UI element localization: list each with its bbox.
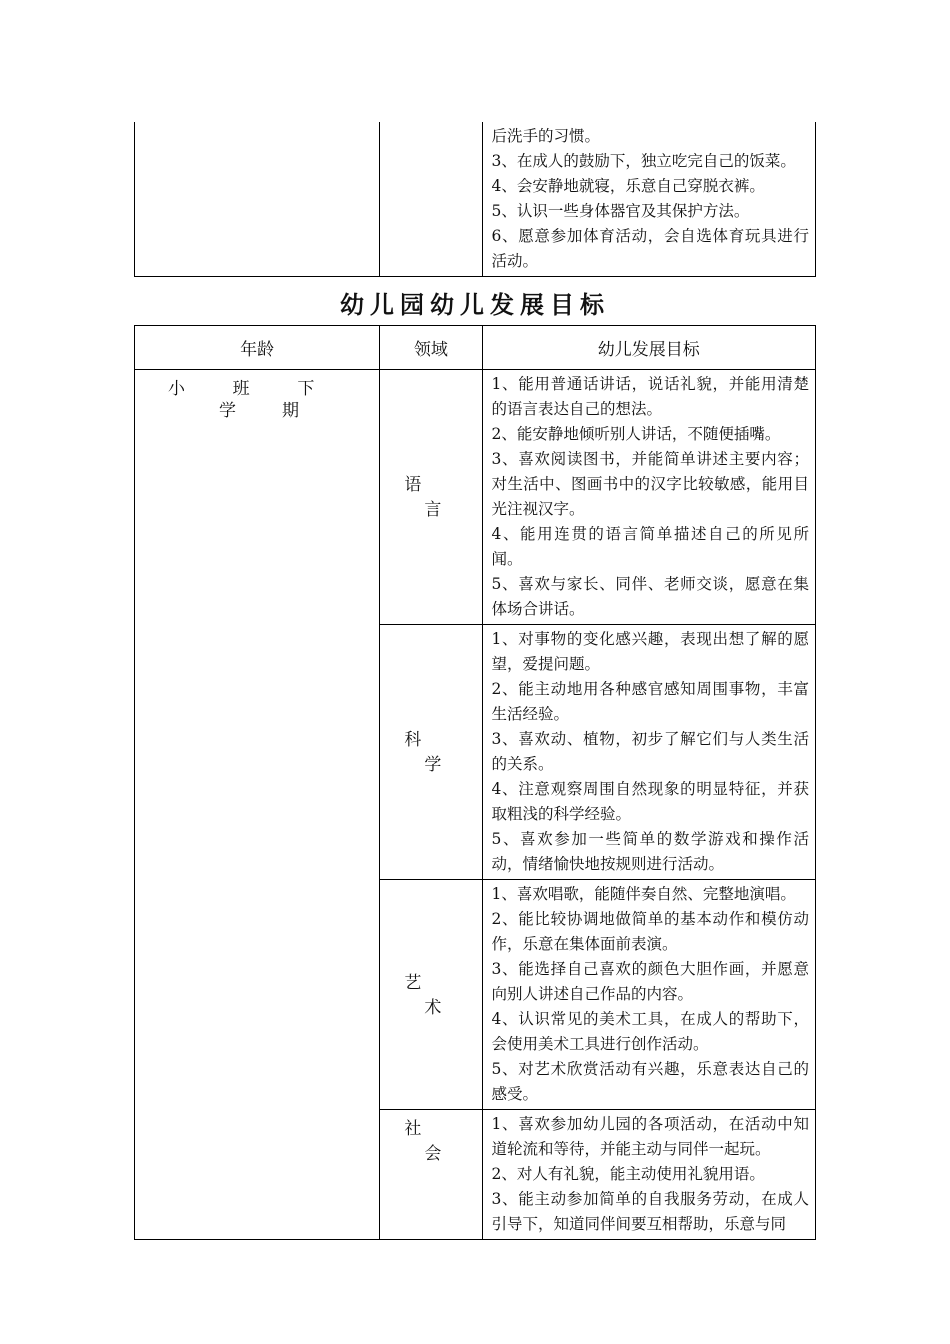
goal-item: 2、能比较协调地做简单的基本动作和模仿动作，乐意在集体面前表演。 — [491, 910, 809, 953]
goal-item: 6、愿意参加体育活动，会自选体育玩具进行活动。 — [491, 227, 809, 270]
goal-item: 2、对人有礼貌，能主动使用礼貌用语。 — [491, 1165, 765, 1183]
goal-item: 2、能主动地用各种感官感知周围事物，丰富生活经验。 — [491, 680, 809, 723]
goal-item: 2、能安静地倾听别人讲话，不随便插嘴。 — [491, 425, 781, 443]
age-char: 学 — [219, 401, 236, 421]
domain-label: 语 — [404, 475, 422, 495]
goal-item: 1、喜欢参加幼儿园的各项活动，在活动中知道轮流和等待，并能主动与同伴一起玩。 — [491, 1115, 809, 1158]
goal-item: 3、能选择自己喜欢的颜色大胆作画，并愿意向别人讲述自己作品的内容。 — [491, 960, 809, 1003]
table-header-row — [135, 326, 816, 370]
goal-item: 5、对艺术欣赏活动有兴趣，乐意表达自己的感受。 — [491, 1060, 809, 1103]
domain-language — [380, 370, 482, 625]
continued-table — [134, 122, 816, 277]
domain-label: 社 — [404, 1119, 422, 1139]
goal-item: 3、喜欢阅读图书，并能简单讲述主要内容；对生活中、图画书中的汉字比较敏感，能用目光注视汉字。 — [491, 450, 809, 518]
header-domain: 领域 — [380, 326, 482, 370]
domain-science — [380, 625, 482, 880]
goal-item: 1、对事物的变化感兴趣，表现出想了解的愿望，爱提问题。 — [491, 630, 809, 673]
domain-label: 会 — [424, 1144, 442, 1164]
goals-society — [482, 1110, 816, 1240]
goal-item: 1、能用普通话讲话，说话礼貌，并能用清楚的语言表达自己的想法。 — [491, 375, 809, 418]
goal-item: 3、在成人的鼓励下，独立吃完自己的饭菜。 — [491, 152, 796, 170]
header-age: 年龄 — [135, 326, 380, 370]
empty-domain-cell — [380, 122, 482, 277]
goal-item: 1、喜欢唱歌，能随伴奏自然、完整地演唱。 — [491, 885, 796, 903]
page-title: 幼儿园幼儿发展目标 — [340, 291, 610, 319]
domain-label: 科 — [404, 730, 422, 750]
goals-language — [482, 370, 816, 625]
domain-society — [380, 1110, 482, 1240]
goal-item: 5、认识一些身体器官及其保护方法。 — [491, 202, 750, 220]
age-char: 期 — [282, 401, 299, 421]
domain-label: 术 — [424, 998, 442, 1018]
table-row-language — [135, 370, 816, 625]
goals-table — [134, 325, 816, 1240]
goals-science — [482, 625, 816, 880]
goal-item: 5、喜欢参加一些简单的数学游戏和操作活动，情绪愉快地按规则进行活动。 — [491, 830, 809, 873]
goal-item: 4、能用连贯的语言简单描述自己的所见所闻。 — [491, 525, 809, 568]
goals-art — [482, 880, 816, 1110]
goal-item: 4、注意观察周围自然现象的明显特征，并获取粗浅的科学经验。 — [491, 780, 809, 823]
goal-item: 3、能主动参加简单的自我服务劳动，在成人引导下，知道同伴间要互相帮助，乐意与同 — [491, 1190, 809, 1233]
domain-art — [380, 880, 482, 1110]
domain-label: 艺 — [404, 973, 422, 993]
goal-item: 5、喜欢与家长、同伴、老师交谈，愿意在集体场合讲话。 — [491, 575, 809, 618]
age-char: 小 — [168, 379, 185, 399]
domain-label: 言 — [424, 500, 442, 520]
header-goals: 幼儿发展目标 — [482, 326, 816, 370]
continued-goals-cell — [482, 122, 816, 277]
goal-item: 4、认识常见的美术工具，在成人的帮助下，会使用美术工具进行创作活动。 — [491, 1010, 809, 1053]
empty-age-cell — [135, 122, 380, 277]
goal-item: 3、喜欢动、植物，初步了解它们与人类生活的关系。 — [491, 730, 809, 773]
domain-label: 学 — [424, 755, 442, 775]
age-char: 下 — [297, 379, 315, 399]
goal-item: 后洗手的习惯。 — [491, 127, 601, 145]
age-char: 班 — [232, 379, 250, 399]
age-cell — [135, 370, 380, 1240]
goal-item: 4、会安静地就寝，乐意自己穿脱衣裤。 — [491, 177, 765, 195]
